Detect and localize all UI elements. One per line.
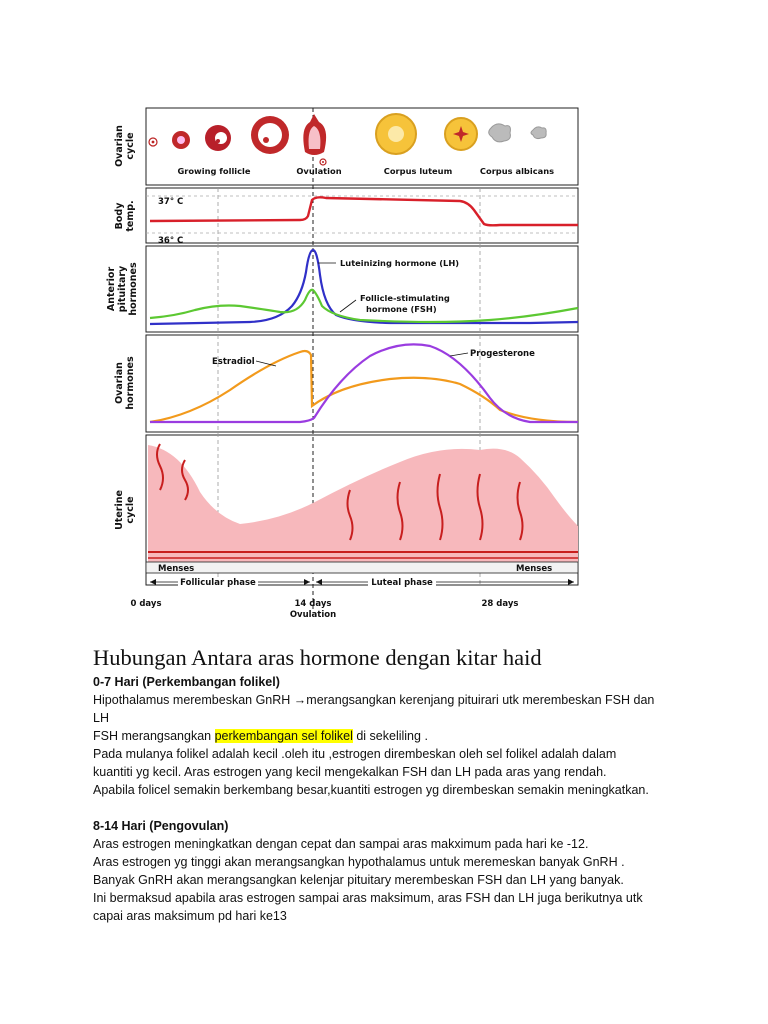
section-1-title: 0-7 Hari (Perkembangan folikel) [93,675,280,689]
section-1-line-3 [93,727,693,745]
luteal-phase-label: Luteal phase [371,578,433,588]
section-1-line-5: kuantiti yg kecil. Aras estrogen yang kecil mengekalkan FSH dan LH pada aras yang rendah. [93,765,607,779]
endometrium-illustration [148,444,578,562]
ovarian-stages [149,114,546,165]
progesterone-label: Progesterone [470,349,535,359]
axis-day-0: 0 days [130,599,162,609]
section-2-line-1: Aras estrogen meningkatkan dengan cepat dan sampai aras makximum pada hari ke -12. [93,837,589,851]
row-label-body-temp: Bodytemp. [114,200,136,232]
stage-label-corpus-albicans: Corpus albicans [479,166,555,176]
row-label-uterine: Uterinecycle [114,490,136,530]
axis-day-28: 28 days [481,599,519,609]
axis-ovulation: Ovulation [289,610,337,620]
fsh-label: Follicle-stimulating hormone (FSH) [360,293,450,314]
section-2-line-3: Banyak GnRH akan merangsangkan kelenjar pituitary merembeskan FSH dan LH yang banyak. [93,873,624,887]
highlighted-phrase: perkembangan sel folikel [214,729,353,743]
row-label-ovarian-cycle: Ovariancycle [114,125,136,167]
estradiol-label: Estradiol [212,357,255,367]
line-3-prefix: FSH merangsangkan [93,729,215,743]
body-temp-curve [150,197,578,225]
page-heading: Hubungan Antara aras hormone dengan kitar haid [93,645,542,670]
section-1-line-4: Pada mulanya folikel adalah kecil .oleh itu ,estrogen dirembeskan oleh sel folikel adalah dalam [93,747,617,761]
section-1-line-2: LH [93,711,109,725]
section-1-line-1: Hipothalamus merembeskan GnRH →merangsangkan kerenjang pituirari utk merembeskan FSH dan [93,693,655,707]
row-label-ovarian-hormones: Ovarianhormones [114,356,136,410]
lh-label: Luteinizing hormone (LH) [340,258,460,268]
section-1-line-6: Apabila folicel semakin berkembang besar,kuantiti estrogen yg dirembeskan semakin meningkatkan. [93,783,649,797]
stage-label-growing-follicle: Growing follicle [177,166,251,176]
temp-label-36: 36° C [158,236,184,246]
stage-label-ovulation: Ovulation [296,166,342,176]
section-2-line-4: Ini bermaksud apabila aras estrogen sampai aras maksimum, aras FSH dan LH juga berikutnya utk [93,891,643,905]
line-3-suffix: di sekeliling . [352,729,428,743]
stage-label-corpus-luteum: Corpus luteum [383,166,453,176]
temp-label-37: 37° C [158,197,184,207]
row-label-pituitary: Anteriorpituitaryhormones [106,262,139,316]
follicular-phase-label: Follicular phase [180,578,256,588]
menses-label-left: Menses [158,564,195,574]
axis-day-14: 14 days [294,599,332,609]
section-2-line-2: Aras estrogen yg tinggi akan merangsangkan hypothalamus untuk meremeskan banyak GnRH . [93,855,625,869]
menstrual-cycle-figure [100,100,590,630]
menses-label-right: Menses [516,564,553,574]
section-2-title: 8-14 Hari (Pengovulan) [93,819,229,833]
section-2-line-5: capai aras maksimum pd hari ke13 [93,909,287,923]
